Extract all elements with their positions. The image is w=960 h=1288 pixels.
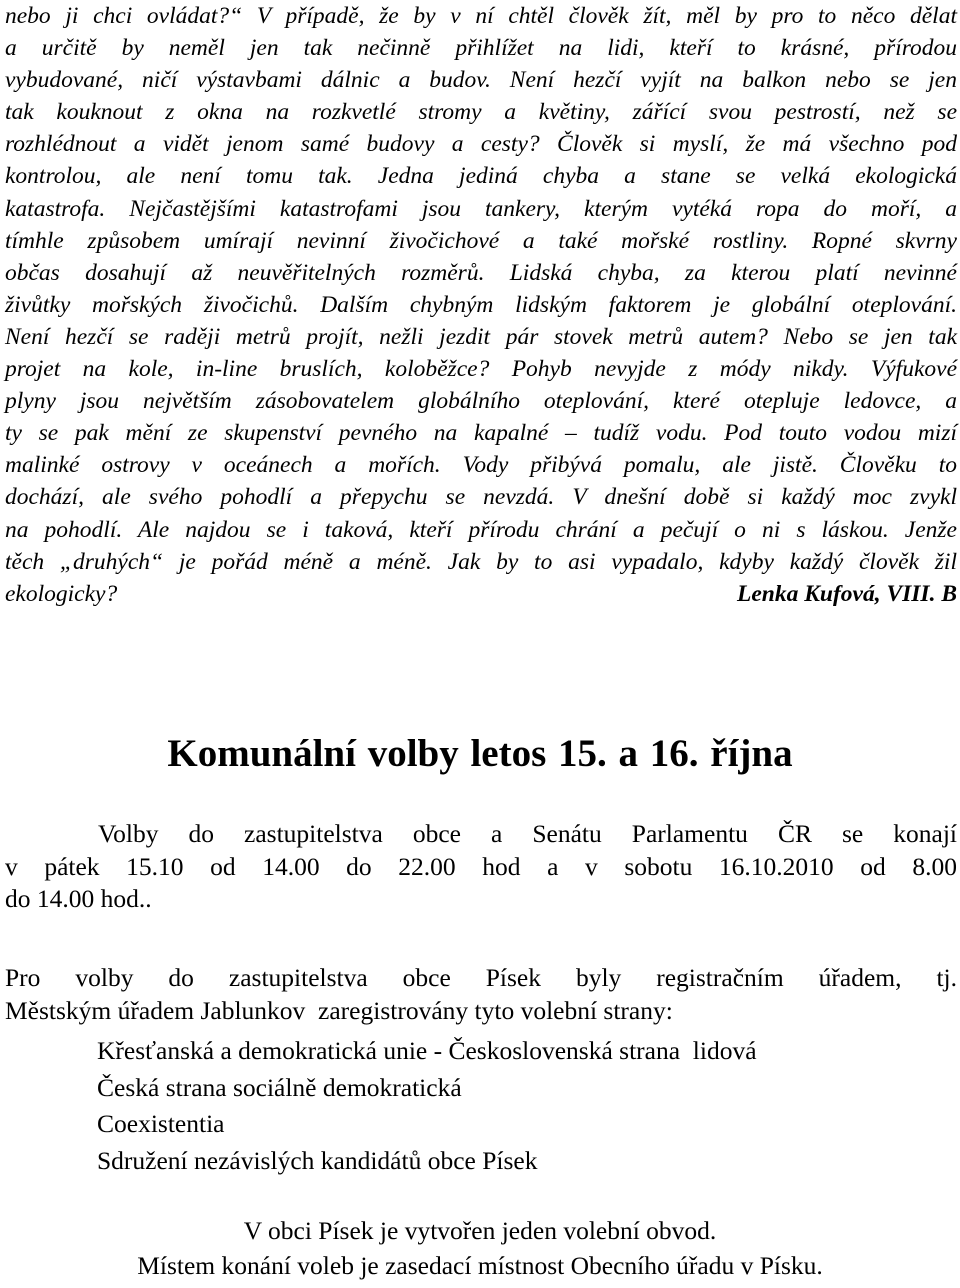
essay-line: tímhle způsobem umírají nevinní živočichové a také mořské rostliny. Ropné skvrny [5, 227, 957, 254]
essay-line: Není hezčí se raději metrů projít, nežli jezdit pár stovek metrů autem? Nebo se jen tak [5, 323, 957, 350]
essay-line: nebo ji chci ovládat?“ V případě, že by v ní chtěl člověk žít, měl by pro to něco dělat [5, 3, 957, 29]
paragraph-line: Volby do zastupitelstva obce a Senátu Parlamentu ČR se konají [98, 819, 957, 848]
paragraph-line: Pro volby do zastupitelstva obce Písek byly registračním úřadem, tj. [5, 963, 957, 992]
essay-line: vybudované, ničí výstavbami dálnic a budov. Není hezčí vyjít na balkon nebo se jen [5, 67, 957, 94]
essay-line: dochází, ale svého pohodlí a přepychu se nevzdá. V dnešní době si každý moc zvykl [5, 484, 957, 511]
party-item: Sdružení nezávislých kandidátů obce Písek [97, 1145, 538, 1175]
essay-line: projet na kole, in-line bruslích, koloběžce? Pohyb nevyjde z módy nikdy. Výfukové [5, 356, 957, 383]
essay-last-words: ekologicky? [5, 580, 118, 607]
essay-line: rozhlédnout a vidět jenom samé budovy a cesty? Člověk si myslí, že má všechno pod [5, 131, 957, 158]
essay-line: katastrofa. Nejčastějšími katastrofami jsou tankery, kterým vytéká ropa do moří, a [5, 195, 957, 222]
essay-line: na pohodlí. Ale najdou se i taková, kteří přírodu chrání a pečují o ni s láskou. Jenže [5, 516, 957, 543]
party-item: Česká strana sociálně demokratická [97, 1072, 462, 1102]
essay-line: malinké ostrovy v oceánech a mořích. Vody přibývá pomalu, ale jistě. Člověku to [5, 452, 957, 479]
essay-line: ty se pak mění ze skupenství pevného na kapalné – tudíž vodu. Pod touto vodou mizí [5, 420, 957, 447]
paragraph-line: do 14.00 hod.. [5, 884, 152, 913]
district-note: V obci Písek je vytvořen jeden volební obvod. [243, 1216, 717, 1245]
registration-paragraph [5, 962, 957, 1027]
essay-text [5, 0, 957, 610]
election-dates-paragraph [5, 818, 957, 916]
party-item: Křesťanská a demokratická unie - Československá strana lidová [97, 1036, 757, 1065]
party-item: Coexistentia [97, 1109, 225, 1138]
paragraph-line: v pátek 15.10 od 14.00 do 22.00 hod a v sobotu 16.10.2010 od 8.00 [5, 851, 957, 881]
essay-author: Lenka Kufová, VIII. B [736, 580, 957, 607]
essay-line: občas dosahují až neuvěřitelných rozměrů. Lidská chyba, za kterou platí nevinné [5, 259, 957, 286]
essay-line: živůtky mořských živočichů. Dalším chybným lidským faktorem je globální oteplování. [5, 291, 957, 318]
election-headline: Komunální volby letos 15. a 16. října [167, 732, 793, 775]
essay-line: a určitě by neměl jen tak nečinně přihlížet na lidi, kteří to krásné, přírodou [5, 35, 957, 62]
paragraph-line: Městským úřadem Jablunkov zaregistrovány tyto volební strany: [5, 995, 673, 1025]
essay-line: tak kouknout z okna na rozkvetlé stromy a květiny, zářící svou pestrostí, než se [5, 99, 957, 126]
essay-lines [5, 0, 957, 578]
essay-line: plyny jsou největším zásobovatelem globálního oteplování, které otepluje ledovce, a [5, 388, 957, 415]
essay-line: těch „druhých“ je pořád méně a méně. Jak by to asi vypadalo, kdyby každý člověk žil [5, 548, 957, 575]
essay-line: kontrolou, ale není tomu tak. Jedna jediná chyba a stane se velká ekologická [5, 163, 957, 190]
essay-closing-line [5, 578, 957, 610]
party-list [97, 1033, 757, 1179]
location-note: Místem konání voleb je zasedací místnost Obecního úřadu v Písku. [137, 1251, 823, 1280]
